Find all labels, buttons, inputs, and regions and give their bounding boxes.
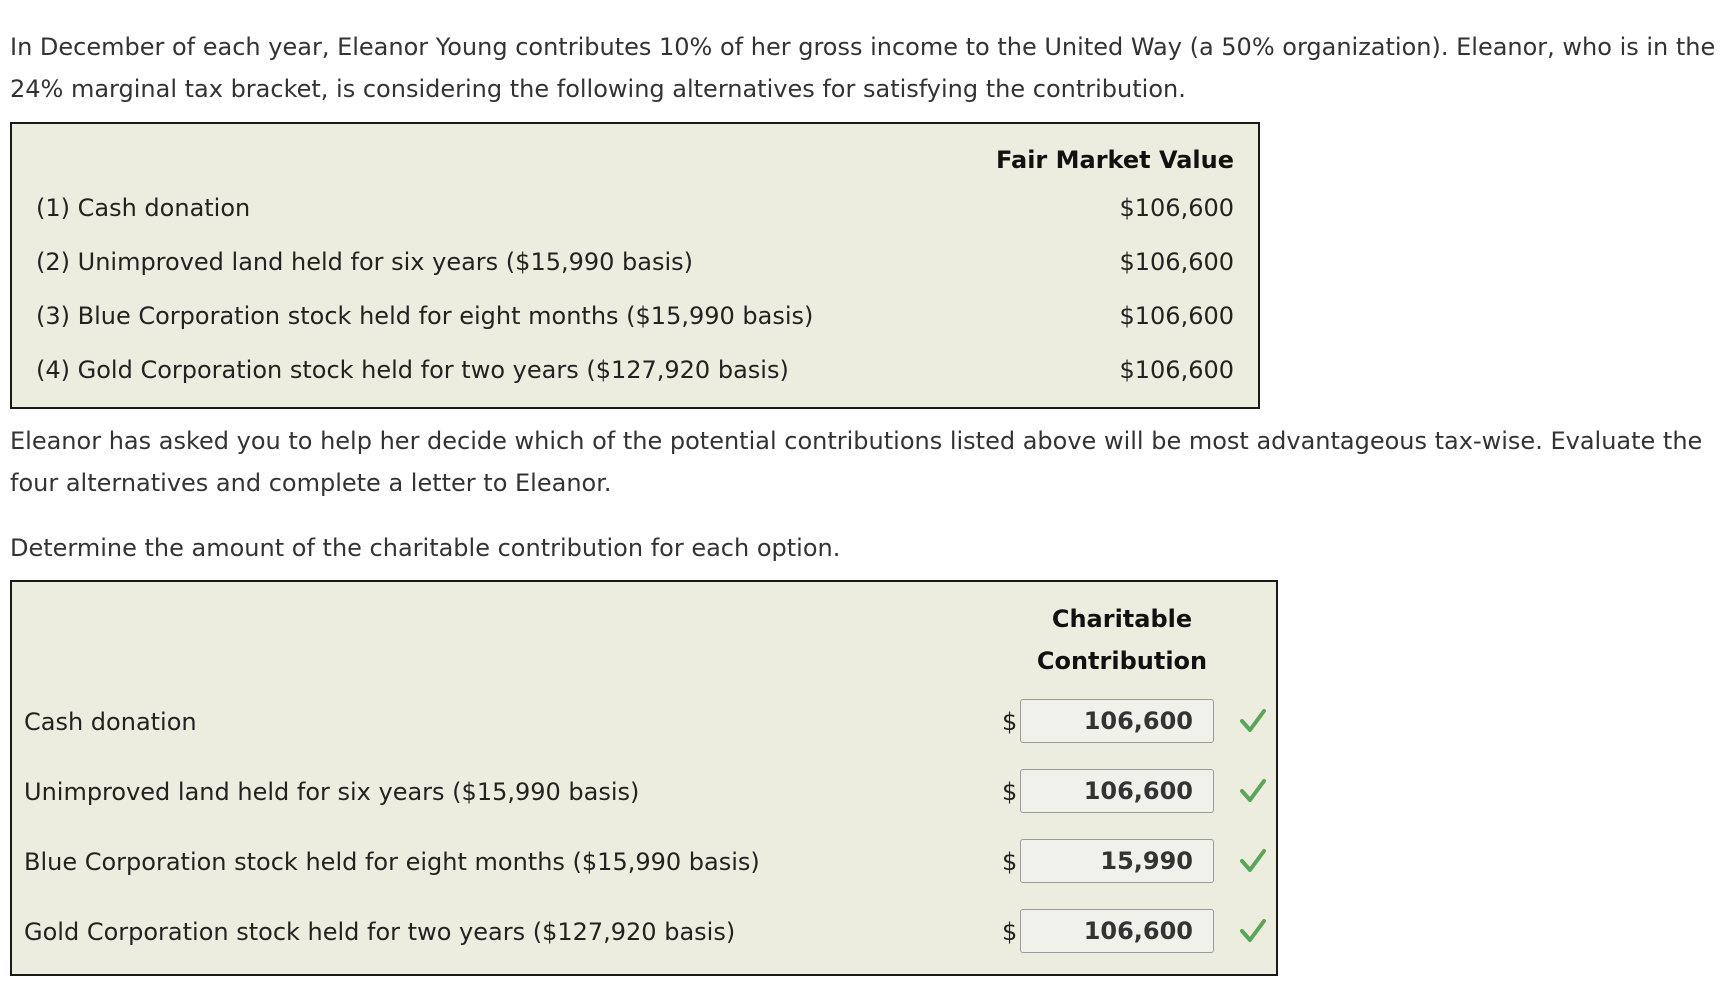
dollar-sign: $ xyxy=(1002,918,1018,946)
cc-column-header xyxy=(1002,598,1242,682)
charitable-contribution-table xyxy=(10,580,1278,976)
fmv-row-value: $106,600 xyxy=(1119,356,1234,384)
cc-row-label: Gold Corporation stock held for two years ($127,920 basis) xyxy=(24,918,736,946)
dollar-sign: $ xyxy=(1002,848,1018,876)
cc-row-label: Blue Corporation stock held for eight months ($15,990 basis) xyxy=(24,848,760,876)
checkmark-icon xyxy=(1238,916,1268,946)
fmv-row-value: $106,600 xyxy=(1119,248,1234,276)
checkmark-icon xyxy=(1238,776,1268,806)
cc-row-label: Cash donation xyxy=(24,708,197,736)
checkmark-icon xyxy=(1238,846,1268,876)
intro-paragraph: In December of each year, Eleanor Young contributes 10% of her gross income to the United Way (a 50% organization). Eleanor, who is in the 24% marginal tax bracket, is considering the following alternatives for satisfying the contribution. xyxy=(10,33,1716,103)
fmv-row-label: (2) Unimproved land held for six years ($15,990 basis) xyxy=(36,248,694,276)
question-prompt: Determine the amount of the charitable contribution for each option. xyxy=(10,534,841,562)
fair-market-value-table xyxy=(10,122,1260,409)
cc-header-line1: Charitable xyxy=(1051,605,1193,633)
dollar-sign: $ xyxy=(1002,708,1018,736)
fmv-row-value: $106,600 xyxy=(1119,194,1234,222)
gold-corp-stock-amount-input[interactable] xyxy=(1020,909,1214,953)
blue-corp-stock-amount-input[interactable] xyxy=(1020,839,1214,883)
cc-header-line2: Contribution xyxy=(1036,647,1208,675)
fmv-row-value: $106,600 xyxy=(1119,302,1234,330)
dollar-sign: $ xyxy=(1002,778,1018,806)
fmv-column-header: Fair Market Value xyxy=(996,146,1234,174)
instructions-paragraph: Eleanor has asked you to help her decide which of the potential contributions listed above will be most advantageous tax-wise. Evaluate the four alternatives and complete a letter to Eleanor. xyxy=(10,427,1703,497)
unimproved-land-amount-input[interactable] xyxy=(1020,769,1214,813)
fmv-row-label: (4) Gold Corporation stock held for two years ($127,920 basis) xyxy=(36,356,789,384)
cc-row-label: Unimproved land held for six years ($15,990 basis) xyxy=(24,778,640,806)
fmv-row-label: (1) Cash donation xyxy=(36,194,251,222)
fmv-row-label: (3) Blue Corporation stock held for eight months ($15,990 basis) xyxy=(36,302,814,330)
checkmark-icon xyxy=(1238,706,1268,736)
cash-donation-amount-input[interactable] xyxy=(1020,699,1214,743)
